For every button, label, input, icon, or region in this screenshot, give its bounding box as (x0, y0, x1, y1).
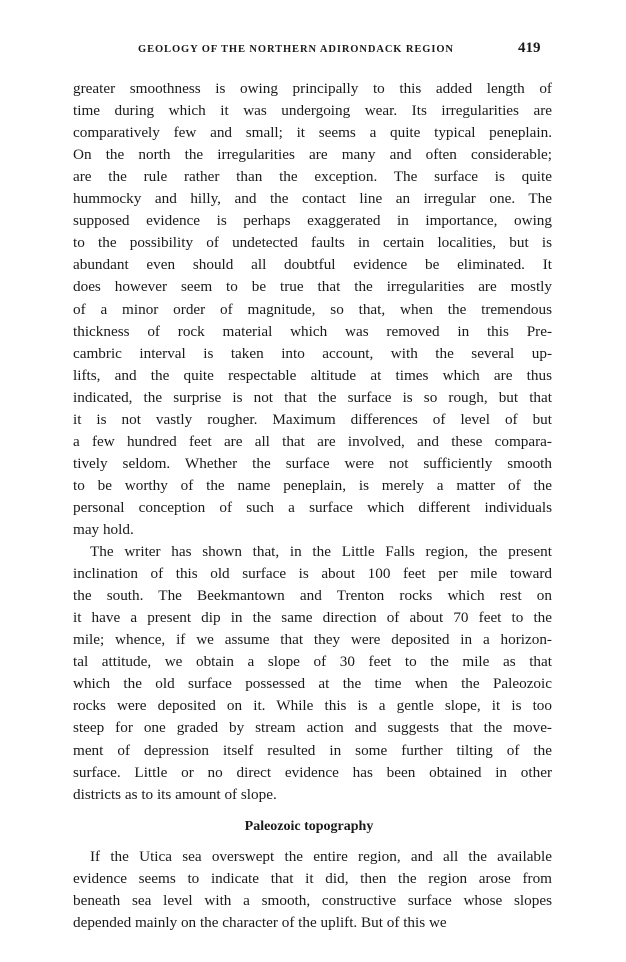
text-line: cambric interval is taken into account, with the several up- (73, 344, 552, 362)
text-line: it have a present dip in the same direction of about 70 feet to the (73, 609, 552, 627)
text-line: may hold. (73, 521, 134, 538)
section-heading: Paleozoic topography (244, 818, 374, 834)
running-title: GEOLOGY OF THE NORTHERN ADIRONDACK REGION (138, 44, 454, 55)
text-line: it is not vastly rougher. Maximum differences of level of but (73, 410, 552, 428)
text-line: the south. The Beekmantown and Trenton rocks which rest on (73, 587, 552, 605)
page-number: 419 (518, 40, 541, 56)
text-line: of a minor order of magnitude, so that, when the tremendous (73, 300, 552, 318)
text-line: tal attitude, we obtain a slope of 30 feet to the mile as that (73, 653, 552, 671)
text-line: The writer has shown that, in the Little Falls region, the present (90, 543, 552, 561)
text-line: ment of depression itself resulted in some further tilting of the (73, 741, 552, 759)
text-line: tively seldom. Whether the surface were not sufficiently smooth (73, 454, 552, 472)
text-line: depended mainly on the character of the uplift. But of this we (73, 913, 447, 931)
text-line: which the old surface possessed at the time when the Paleozoic (73, 675, 552, 693)
text-line: abundant even should all doubtful evidence be eliminated. It (73, 256, 552, 274)
text-line: surface. Little or no direct evidence has been obtained in other (73, 763, 552, 781)
text-line: comparatively few and small; it seems a quite typical peneplain. (73, 124, 552, 142)
text-line: supposed evidence is perhaps exaggerated in importance, owing (73, 212, 552, 230)
text-line: beneath sea level with a smooth, constructive surface whose slopes (73, 891, 552, 909)
text-line: rocks were deposited on it. While this is a gentle slope, it is too (73, 697, 552, 715)
text-line: evidence seems to indicate that it did, then the region arose from (73, 869, 552, 887)
text-line: indicated, the surprise is not that the surface is so rough, but that (73, 388, 552, 406)
text-line: greater smoothness is owing principally to this added length of (73, 80, 552, 97)
text-line: If the Utica sea overswept the entire region, and all the available (90, 847, 552, 865)
text-line: to the possibility of undetected faults in certain localities, but is (73, 234, 552, 252)
running-head (0, 40, 626, 60)
text-line: to be worthy of the name peneplain, is merely a matter of the (73, 476, 552, 494)
text-line: are the rule rather than the exception. The surface is quite (73, 168, 552, 186)
text-line: hummocky and hilly, and the contact line an irregular one. The (73, 190, 552, 208)
text-line: districts as to its amount of slope. (73, 785, 277, 803)
text-line: a few hundred feet are all that are involved, and these compara- (73, 432, 552, 450)
text-line: does however seem to be true that the irregularities are mostly (73, 278, 552, 296)
text-line: mile; whence, if we assume that they were deposited in a horizon- (73, 631, 552, 649)
text-line: thickness of rock material which was removed in this Pre- (73, 322, 552, 340)
text-line: lifts, and the quite respectable altitude at times which are thus (73, 366, 552, 384)
text-line: time during which it was undergoing wear. Its irregularities are (73, 102, 552, 120)
text-line: inclination of this old surface is about 100 feet per mile toward (73, 565, 552, 583)
text-line: personal conception of such a surface which different individuals (73, 498, 552, 516)
text-line: On the north the irregularities are many and often considerable; (73, 146, 552, 164)
text-line: steep for one graded by stream action and suggests that the move- (73, 719, 552, 737)
